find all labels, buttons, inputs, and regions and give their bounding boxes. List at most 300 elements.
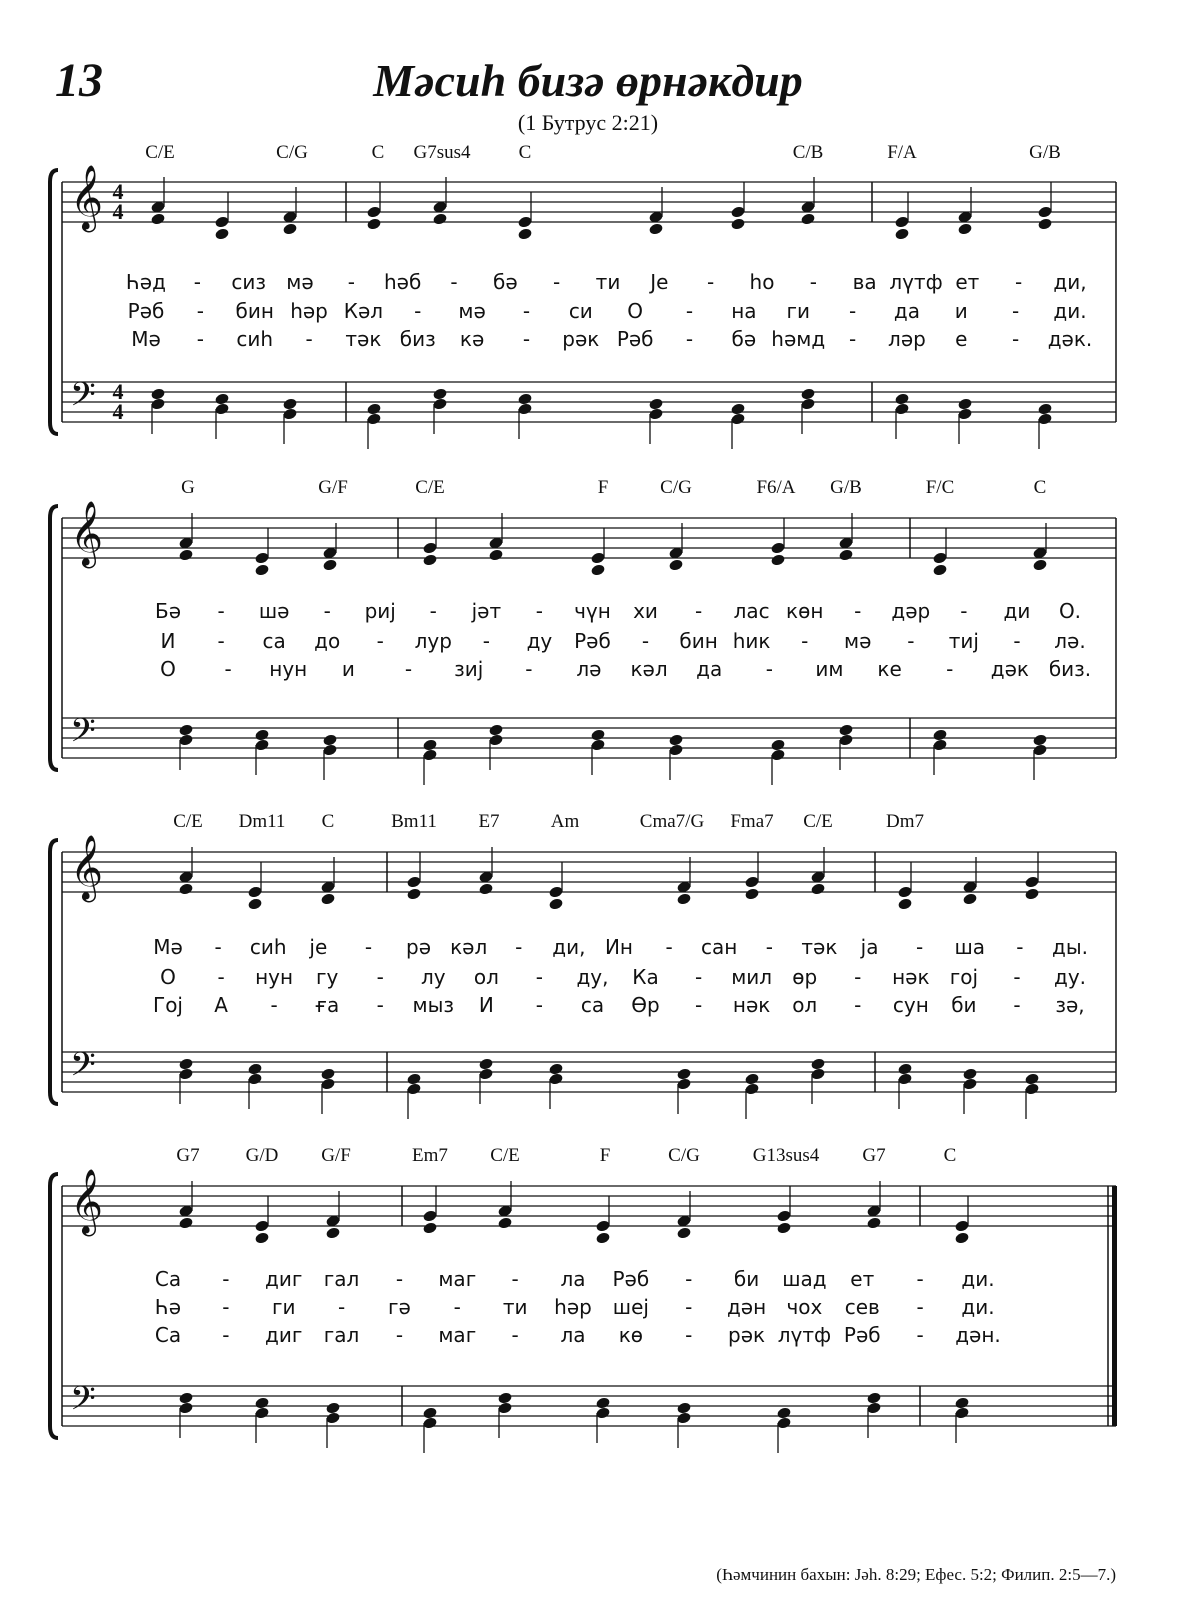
notehead xyxy=(1037,217,1052,230)
notehead xyxy=(320,892,335,905)
lyric-syllable: зә, xyxy=(1055,993,1085,1017)
lyric-syllable: дән xyxy=(726,1295,767,1319)
lyric-syllable: - xyxy=(1016,935,1024,959)
notehead xyxy=(810,882,825,895)
lyric-syllable: мил xyxy=(731,965,773,989)
treble-clef-icon: 𝄞 xyxy=(70,835,104,900)
notehead xyxy=(325,1226,340,1239)
lyric-syllable: гу xyxy=(316,965,339,989)
lyric-syllable: тәк xyxy=(801,935,838,959)
lyric-syllable: чүн xyxy=(574,599,611,623)
lyric-syllable: - xyxy=(535,993,544,1017)
notehead xyxy=(954,1396,969,1409)
lyric-syllable: гој xyxy=(949,965,979,989)
chord-symbol: C xyxy=(371,142,385,163)
lyric-syllable: - xyxy=(1013,993,1021,1017)
notehead xyxy=(954,1231,969,1244)
lyric-syllable: ди xyxy=(1003,599,1031,623)
lyric-syllable: ет xyxy=(850,1267,875,1291)
chord-symbol: C/E xyxy=(145,142,175,163)
lyric-syllable: - xyxy=(641,629,650,653)
chord-symbol: C xyxy=(943,1145,957,1166)
notehead xyxy=(1032,733,1047,746)
notehead xyxy=(1024,887,1039,900)
notehead xyxy=(894,227,909,240)
lyric-syllable: - xyxy=(1012,299,1020,323)
notehead xyxy=(366,217,381,230)
scripture-reference: (1 Бутрус 2:21) xyxy=(517,110,659,135)
lyric-syllable: - xyxy=(222,1295,230,1319)
chord-symbol: G7 xyxy=(862,1145,886,1166)
lyric-syllable: Кәл xyxy=(343,299,384,323)
lyric-syllable: - xyxy=(482,629,490,653)
lyric-syllable: Өр xyxy=(631,993,660,1017)
lyric-syllable: бин xyxy=(679,629,718,653)
chord-symbol: G13sus4 xyxy=(752,1145,820,1166)
lyric-syllable: кәл xyxy=(450,935,488,959)
lyric-syllable: гал xyxy=(323,1323,360,1347)
lyric-syllable: О xyxy=(160,657,176,681)
time-signature-bottom: 4 xyxy=(112,199,124,224)
chord-symbol: C/E xyxy=(803,811,833,832)
notehead xyxy=(178,723,193,736)
lyric-syllable: мә xyxy=(844,629,872,653)
notehead xyxy=(247,897,262,910)
lyric-syllable: - xyxy=(222,1323,230,1347)
notehead xyxy=(866,1391,881,1404)
lyric-syllable: - xyxy=(270,993,278,1017)
lyric-syllable: ла xyxy=(560,1323,586,1347)
lyric-syllable: лу xyxy=(420,965,446,989)
lyric-syllable: лүтф xyxy=(889,270,943,294)
lyric-syllable: ди. xyxy=(961,1295,995,1319)
lyric-syllable: гә xyxy=(388,1295,411,1319)
notehead xyxy=(810,1057,825,1070)
notehead xyxy=(932,728,947,741)
lyric-syllable: - xyxy=(916,1323,924,1347)
notehead xyxy=(325,1401,340,1414)
final-barline-thick xyxy=(1112,1186,1117,1426)
chord-symbol: F xyxy=(599,1145,611,1166)
chord-symbol: G/F xyxy=(321,1145,351,1166)
hymn-number: 13 xyxy=(55,54,103,107)
notehead xyxy=(1037,402,1052,415)
lyric-syllable: сиз xyxy=(231,270,266,294)
lyric-syllable: Рәб xyxy=(574,629,611,653)
lyric-syllable: хи xyxy=(633,599,658,623)
chord-symbol: C/B xyxy=(792,142,824,163)
lyric-syllable: - xyxy=(801,629,809,653)
notehead xyxy=(730,217,745,230)
lyric-syllable: О xyxy=(627,299,644,323)
lyric-syllable: Мә xyxy=(153,935,183,959)
lyric-syllable: дәк. xyxy=(1047,327,1093,351)
notehead xyxy=(932,563,947,576)
lyric-syllable: Гој xyxy=(153,993,183,1017)
lyric-syllable: - xyxy=(515,935,523,959)
chord-symbol: C xyxy=(1033,477,1047,498)
lyric-syllable: нун xyxy=(255,965,294,989)
lyric-syllable: - xyxy=(522,299,531,323)
notehead xyxy=(366,402,381,415)
lyric-syllable: Ин xyxy=(604,935,634,959)
chord-symbol: F/A xyxy=(887,142,917,163)
notehead xyxy=(744,1072,759,1085)
lyric-syllable: е xyxy=(955,327,968,351)
lyric-syllable: бә xyxy=(493,270,518,294)
lyric-syllable: кәл xyxy=(630,657,668,681)
lyric-syllable: - xyxy=(404,657,413,681)
notehead xyxy=(178,1391,193,1404)
notehead xyxy=(432,387,447,400)
notehead xyxy=(282,222,297,235)
lyric-syllable: сан xyxy=(701,935,738,959)
notehead xyxy=(800,387,815,400)
lyric-syllable: риј xyxy=(364,599,396,623)
notehead xyxy=(497,1216,512,1229)
lyric-syllable: Рәб xyxy=(612,1267,650,1291)
system-bracket xyxy=(50,170,58,434)
chord-symbol: G xyxy=(181,477,195,498)
lyric-syllable: - xyxy=(214,935,222,959)
notehead xyxy=(838,723,853,736)
chord-symbol: C/E xyxy=(415,477,445,498)
lyric-syllable: - xyxy=(395,1323,404,1347)
music-system xyxy=(50,142,1116,449)
lyric-syllable: да xyxy=(893,299,920,323)
lyric-syllable: - xyxy=(511,1323,519,1347)
lyric-syllable: һәб xyxy=(384,270,422,294)
lyric-syllable: ти xyxy=(502,1295,528,1319)
chord-symbol: Em7 xyxy=(412,1145,448,1166)
notehead xyxy=(478,882,493,895)
lyric-syllable: би xyxy=(951,993,977,1017)
notehead xyxy=(730,402,745,415)
lyric-syllable: - xyxy=(765,935,773,959)
notehead xyxy=(744,887,759,900)
notehead xyxy=(214,392,229,405)
notehead xyxy=(322,558,337,571)
lyric-syllable: на xyxy=(731,299,757,323)
music-system xyxy=(50,477,1116,785)
music-system xyxy=(50,1145,1117,1453)
lyric-syllable: лүтф xyxy=(777,1323,832,1347)
notehead xyxy=(648,222,663,235)
lyric-syllable: - xyxy=(395,1267,404,1291)
time-signature-top: 4 xyxy=(112,179,124,204)
treble-clef-icon: 𝄞 xyxy=(70,1169,104,1234)
notehead xyxy=(254,563,269,576)
lyric-syllable: ләр xyxy=(888,327,926,351)
lyric-syllable: - xyxy=(196,299,204,323)
lyric-syllable: ва xyxy=(852,270,877,294)
notehead xyxy=(254,1231,269,1244)
lyric-syllable: - xyxy=(685,1295,693,1319)
lyric-syllable: ду, xyxy=(576,965,609,989)
lyric-syllable: сун xyxy=(892,993,929,1017)
chord-symbol: C/E xyxy=(173,811,203,832)
chord-symbol: C/G xyxy=(660,477,692,498)
lyric-syllable: - xyxy=(553,270,561,294)
lyric-syllable: - xyxy=(535,599,544,623)
lyric-syllable: дәр xyxy=(891,599,931,623)
bass-clef-icon: 𝄢 xyxy=(70,712,96,758)
notehead xyxy=(422,1221,437,1234)
notehead xyxy=(320,1067,335,1080)
lyric-syllable: - xyxy=(809,270,817,294)
notehead xyxy=(422,553,437,566)
lyric-syllable: - xyxy=(525,657,533,681)
lyric-syllable: рәк xyxy=(728,1323,766,1347)
notehead xyxy=(770,553,785,566)
lyric-syllable: - xyxy=(429,599,437,623)
notehead xyxy=(517,227,532,240)
lyric-syllable: - xyxy=(848,299,857,323)
lyric-syllable: да xyxy=(696,657,723,681)
chord-symbol: Cma7/G xyxy=(639,811,705,832)
notehead xyxy=(497,1391,512,1404)
chord-symbol: F6/A xyxy=(756,477,796,498)
lyric-syllable: им xyxy=(815,657,844,681)
notehead xyxy=(406,887,421,900)
time-signature-bottom: 4 xyxy=(112,399,124,424)
notehead xyxy=(897,897,912,910)
bass-clef-icon: 𝄢 xyxy=(70,1380,96,1426)
footer-references: (Һәмчинин бахын: Јәһ. 8:29; Ефес. 5:2; Филип. 2:5—7.) xyxy=(716,1565,1116,1584)
notehead xyxy=(247,1062,262,1075)
lyric-syllable: ду xyxy=(526,629,553,653)
lyric-syllable: - xyxy=(193,270,201,294)
lyric-syllable: - xyxy=(224,657,232,681)
notehead xyxy=(478,1057,493,1070)
notehead xyxy=(322,733,337,746)
notehead xyxy=(962,892,977,905)
lyric-syllable: тиј xyxy=(948,629,979,653)
notehead xyxy=(676,1401,691,1414)
lyric-syllable: Мә xyxy=(131,327,161,351)
lyric-syllable: - xyxy=(222,1267,230,1291)
lyric-syllable: - xyxy=(450,270,458,294)
lyric-syllable: кө xyxy=(618,1323,644,1347)
lyric-syllable: - xyxy=(848,327,857,351)
chord-symbol: C/E xyxy=(490,1145,520,1166)
notehead xyxy=(150,212,165,225)
lyric-syllable: нәк xyxy=(892,965,930,989)
notehead xyxy=(488,723,503,736)
chord-symbol: G/D xyxy=(245,1145,279,1166)
notehead xyxy=(548,897,563,910)
lyric-syllable: өр xyxy=(792,965,818,989)
lyric-syllable: - xyxy=(707,270,715,294)
lyric-syllable: ға xyxy=(315,993,340,1017)
lyric-syllable: Ка xyxy=(632,965,659,989)
lyric-syllable: ди. xyxy=(961,1267,995,1291)
lyric-syllable: - xyxy=(946,657,954,681)
chord-symbol: Bm11 xyxy=(391,811,437,832)
lyric-syllable: бә xyxy=(731,327,757,351)
chord-symbol: C xyxy=(321,811,335,832)
notehead xyxy=(548,1062,563,1075)
lyric-syllable: ди, xyxy=(552,935,586,959)
lyric-syllable: - xyxy=(217,599,225,623)
notehead xyxy=(178,1216,193,1229)
notehead xyxy=(595,1396,610,1409)
chord-symbol: Dm7 xyxy=(886,811,924,832)
lyric-syllable: - xyxy=(665,935,673,959)
lyric-syllable: ди, xyxy=(1053,270,1087,294)
lyric-syllable: - xyxy=(854,993,862,1017)
notehead xyxy=(770,738,785,751)
notehead xyxy=(432,212,447,225)
lyric-syllable: - xyxy=(960,599,968,623)
lyric-syllable: һо xyxy=(749,270,775,294)
lyric-syllable: - xyxy=(685,327,694,351)
lyric-syllable: и xyxy=(954,299,968,323)
lyric-syllable: - xyxy=(916,1267,924,1291)
time-signature-top: 4 xyxy=(112,379,124,404)
notehead xyxy=(676,1226,691,1239)
notehead xyxy=(776,1406,791,1419)
lyric-syllable: дән. xyxy=(955,1323,1001,1347)
treble-clef-icon: 𝄞 xyxy=(70,501,104,566)
bass-clef-icon: 𝄢 xyxy=(70,1046,96,1092)
lyric-syllable: - xyxy=(376,993,384,1017)
notehead xyxy=(422,738,437,751)
notehead xyxy=(838,548,853,561)
lyric-syllable: Һәд xyxy=(126,270,166,294)
lyric-syllable: Са xyxy=(154,1323,182,1347)
chord-symbol: Fma7 xyxy=(730,811,774,832)
lyric-syllable: ги xyxy=(271,1295,296,1319)
chord-symbol: F/C xyxy=(925,477,955,498)
lyric-syllable: мә xyxy=(286,270,314,294)
lyric-syllable: биз xyxy=(399,327,436,351)
lyric-syllable: - xyxy=(685,1323,693,1347)
lyric-syllable: - xyxy=(916,935,924,959)
notehead xyxy=(406,1072,421,1085)
lyric-syllable: ти xyxy=(595,270,621,294)
lyric-syllable: са xyxy=(262,629,286,653)
lyric-syllable: - xyxy=(414,299,422,323)
lyric-syllable: рә xyxy=(406,935,432,959)
lyric-syllable: - xyxy=(916,1295,924,1319)
notehead xyxy=(1024,1072,1039,1085)
lyric-syllable: до xyxy=(314,629,341,653)
lyric-syllable: рәк xyxy=(562,327,600,351)
lyric-syllable: һик xyxy=(732,629,771,653)
lyric-syllable: - xyxy=(347,270,355,294)
lyric-syllable: - xyxy=(305,327,313,351)
bass-clef-icon: 𝄢 xyxy=(70,376,96,422)
lyric-syllable: - xyxy=(196,327,204,351)
lyric-syllable: - xyxy=(323,599,331,623)
lyric-syllable: - xyxy=(522,327,531,351)
notehead xyxy=(178,882,193,895)
notehead xyxy=(676,1067,691,1080)
lyric-syllable: - xyxy=(685,1267,693,1291)
lyric-syllable: Рәб xyxy=(616,327,654,351)
lyric-syllable: тәк xyxy=(345,327,382,351)
lyric-syllable: гал xyxy=(323,1267,360,1291)
lyric-syllable: дәк xyxy=(990,657,1029,681)
lyric-syllable: - xyxy=(511,1267,519,1291)
lyric-syllable: - xyxy=(1015,270,1023,294)
lyric-syllable: И xyxy=(160,629,176,653)
lyric-syllable: шә xyxy=(258,599,290,623)
lyric-syllable: маг xyxy=(438,1267,477,1291)
notehead xyxy=(590,728,605,741)
lyric-syllable: нәк xyxy=(732,993,771,1017)
lyric-syllable: мыз xyxy=(412,993,455,1017)
lyric-syllable: лас xyxy=(733,599,770,623)
treble-clef-icon: 𝄞 xyxy=(70,165,104,230)
lyric-syllable: һәр xyxy=(554,1295,592,1319)
lyric-syllable: - xyxy=(685,299,694,323)
lyric-syllable: бин xyxy=(235,299,274,323)
hymn-title: Мәсиһ бизә өрнәкдир xyxy=(373,55,803,106)
lyric-syllable: ду. xyxy=(1053,965,1087,989)
lyric-syllable: Бә xyxy=(154,599,182,623)
notehead xyxy=(254,728,269,741)
chord-symbol: C xyxy=(518,142,532,163)
lyric-syllable: лур xyxy=(414,629,452,653)
lyric-syllable: Рәб xyxy=(127,299,165,323)
notehead xyxy=(776,1221,791,1234)
notehead xyxy=(595,1231,610,1244)
notehead xyxy=(894,392,909,405)
lyric-syllable: А xyxy=(214,993,228,1017)
lyric-syllable: - xyxy=(376,629,384,653)
notehead xyxy=(668,733,683,746)
lyric-syllable: Һә xyxy=(154,1295,182,1319)
chord-symbol: Am xyxy=(550,811,580,832)
lyric-syllable: сиһ xyxy=(236,327,274,351)
lyric-syllable: Рәб xyxy=(843,1323,881,1347)
notehead xyxy=(590,563,605,576)
notehead xyxy=(800,212,815,225)
lyric-syllable: са xyxy=(580,993,605,1017)
lyric-syllable: је xyxy=(309,935,328,959)
chord-symbol: G7 xyxy=(176,1145,200,1166)
lyric-syllable: ла xyxy=(560,1267,586,1291)
lyric-syllable: И xyxy=(478,993,494,1017)
chord-symbol: G/B xyxy=(1029,142,1061,163)
lyric-syllable: ша xyxy=(954,935,986,959)
lyric-syllable: чох xyxy=(786,1295,823,1319)
lyric-syllable: би xyxy=(733,1267,760,1291)
lyric-syllable: О xyxy=(160,965,176,989)
lyric-syllable: һәмд xyxy=(771,327,826,351)
lyric-syllable: - xyxy=(337,1295,346,1319)
notehead xyxy=(962,1067,977,1080)
notehead xyxy=(422,1406,437,1419)
notehead xyxy=(1032,558,1047,571)
chord-symbol: G7sus4 xyxy=(413,142,471,163)
lyric-syllable: - xyxy=(1013,629,1021,653)
chord-symbol: F xyxy=(597,477,609,498)
lyric-syllable: лә xyxy=(576,657,602,681)
lyric-syllable: - xyxy=(376,965,384,989)
lyric-syllable: сиһ xyxy=(249,935,287,959)
lyric-syllable: - xyxy=(535,965,544,989)
lyric-syllable: - xyxy=(854,965,862,989)
lyric-syllable: ды. xyxy=(1052,935,1088,959)
lyric-syllable: ет xyxy=(955,270,980,294)
lyric-syllable: - xyxy=(694,599,703,623)
system-bracket xyxy=(50,1174,58,1438)
lyric-syllable: - xyxy=(1013,965,1021,989)
lyric-syllable: диг xyxy=(265,1323,303,1347)
